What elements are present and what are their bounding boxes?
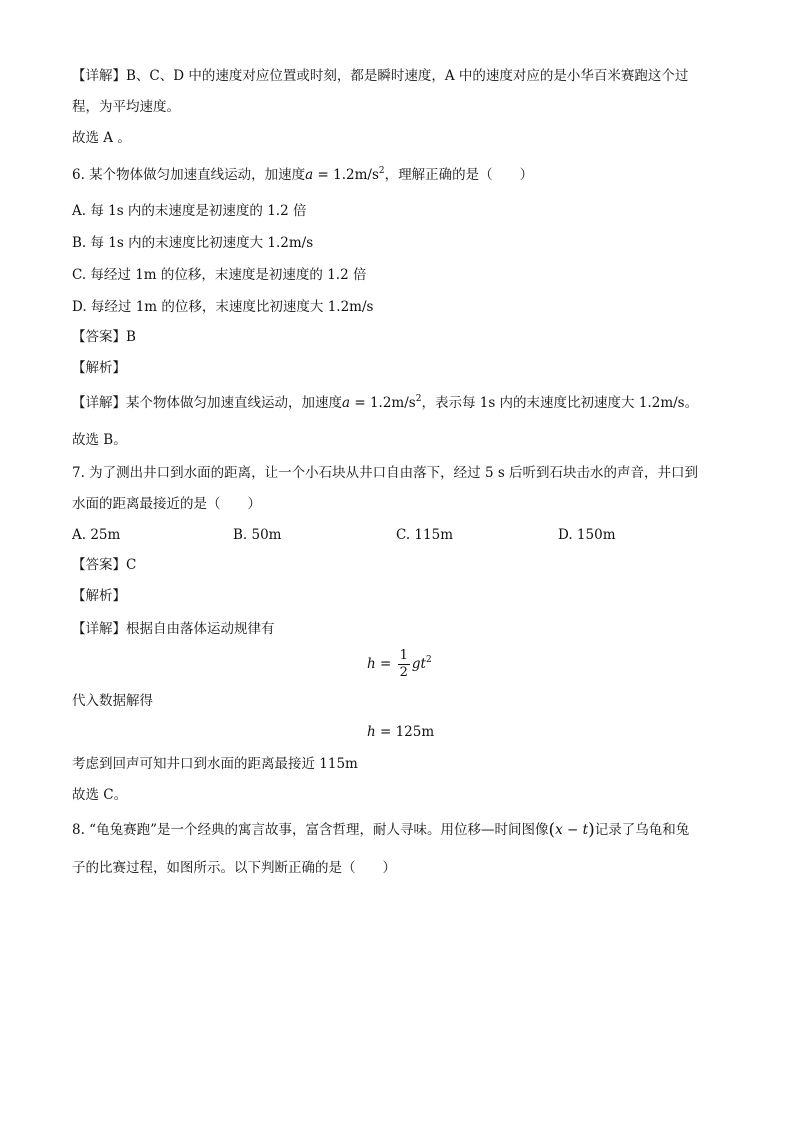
q6-stem-after: ，理解正确的是（ ） bbox=[384, 167, 534, 183]
q7-answer: 【答案】C bbox=[72, 557, 137, 573]
q7-choose: 故选 C。 bbox=[72, 787, 128, 803]
q8-stem-before: 8. “龟兔赛跑”是一个经典的寓言故事，富含哲理，耐人寻味。用位移—时间图像 bbox=[72, 822, 549, 838]
formula2-rhs: = 125m bbox=[375, 724, 435, 740]
q6-detail-exp: 2 bbox=[415, 394, 422, 404]
q8-stem-line2: 子的比赛过程，如图所示。以下判断正确的是（ ） bbox=[72, 860, 396, 876]
q8-paren-close: ) bbox=[588, 820, 595, 840]
q7-substitute: 代入数据解得 bbox=[72, 693, 153, 709]
formula1-num: 1 bbox=[399, 648, 408, 663]
q7-option-b: B. 50m bbox=[233, 527, 282, 543]
q5-detail-line2: 程，为平均速度。 bbox=[72, 99, 180, 115]
q6-accel-var: a bbox=[305, 167, 314, 183]
q6-accel-eq: = 1.2m/s bbox=[313, 167, 379, 183]
formula1-lhs: h bbox=[367, 656, 376, 672]
q7-analysis: 【解析】 bbox=[72, 588, 126, 604]
q6-detail-eq: = 1.2m/s bbox=[350, 395, 416, 411]
formula1-rhs: gt bbox=[411, 656, 426, 672]
q6-option-b: B. 每 1s 内的末速度比初速度大 1.2m/s bbox=[72, 235, 314, 251]
q6-stem-before: 6. 某个物体做匀加速直线运动，加速度 bbox=[72, 167, 306, 183]
q6-option-c: C. 每经过 1m 的位移，末速度是初速度的 1.2 倍 bbox=[72, 267, 367, 283]
q8-paren-open: ( bbox=[548, 820, 556, 840]
q6-stem bbox=[72, 165, 533, 185]
formula1-den: 2 bbox=[399, 665, 408, 680]
q6-choose: 故选 B。 bbox=[72, 432, 127, 448]
q7-echo-note: 考虑到回声可知井口到水面的距离最接近 115m bbox=[72, 756, 358, 772]
q7-detail: 【详解】根据自由落体运动规律有 bbox=[72, 621, 275, 637]
q6-option-d: D. 每经过 1m 的位移，末速度比初速度大 1.2m/s bbox=[72, 299, 374, 315]
formula1-fraction bbox=[398, 648, 410, 681]
q6-accel-exp: 2 bbox=[378, 166, 385, 176]
q7-option-d: D. 150m bbox=[558, 527, 616, 543]
q6-detail-after: ，表示每 1s 内的末速度比初速度大 1.2m/s。 bbox=[421, 395, 699, 411]
formula1-eq: = bbox=[375, 656, 396, 672]
q7-formula-free-fall bbox=[367, 648, 432, 681]
q5-detail-line1: 【详解】B、C、D 中的速度对应位置或时刻，都是瞬时速度，A 中的速度对应的是小华百米赛跑这个过 bbox=[72, 68, 689, 84]
q6-detail bbox=[72, 393, 698, 413]
q6-option-a: A. 每 1s 内的末速度是初速度的 1.2 倍 bbox=[72, 203, 307, 219]
q7-stem-line2: 水面的距离最接近的是（ ） bbox=[72, 496, 261, 512]
q7-stem-line1: 7. 为了测出井口到水面的距离，让一个小石块从井口自由落下，经过 5 s 后听到石块击水的声音，井口到 bbox=[72, 465, 699, 481]
q8-stem-line1 bbox=[72, 820, 689, 840]
q5-choose: 故选 A 。 bbox=[72, 130, 131, 146]
q7-formula-result bbox=[367, 722, 434, 742]
formula2-lhs: h bbox=[367, 724, 376, 740]
q6-answer: 【答案】B bbox=[72, 329, 136, 345]
q8-graph-label: x − t bbox=[555, 822, 589, 838]
q7-option-c: C. 115m bbox=[396, 527, 453, 543]
q8-stem-after: 记录了乌龟和兔 bbox=[594, 822, 690, 838]
formula1-exp: 2 bbox=[425, 655, 432, 665]
q6-detail-var: a bbox=[342, 395, 351, 411]
q7-option-a: A. 25m bbox=[72, 527, 121, 543]
q6-detail-before: 【详解】某个物体做匀加速直线运动，加速度 bbox=[72, 395, 342, 411]
q6-analysis: 【解析】 bbox=[72, 360, 126, 376]
